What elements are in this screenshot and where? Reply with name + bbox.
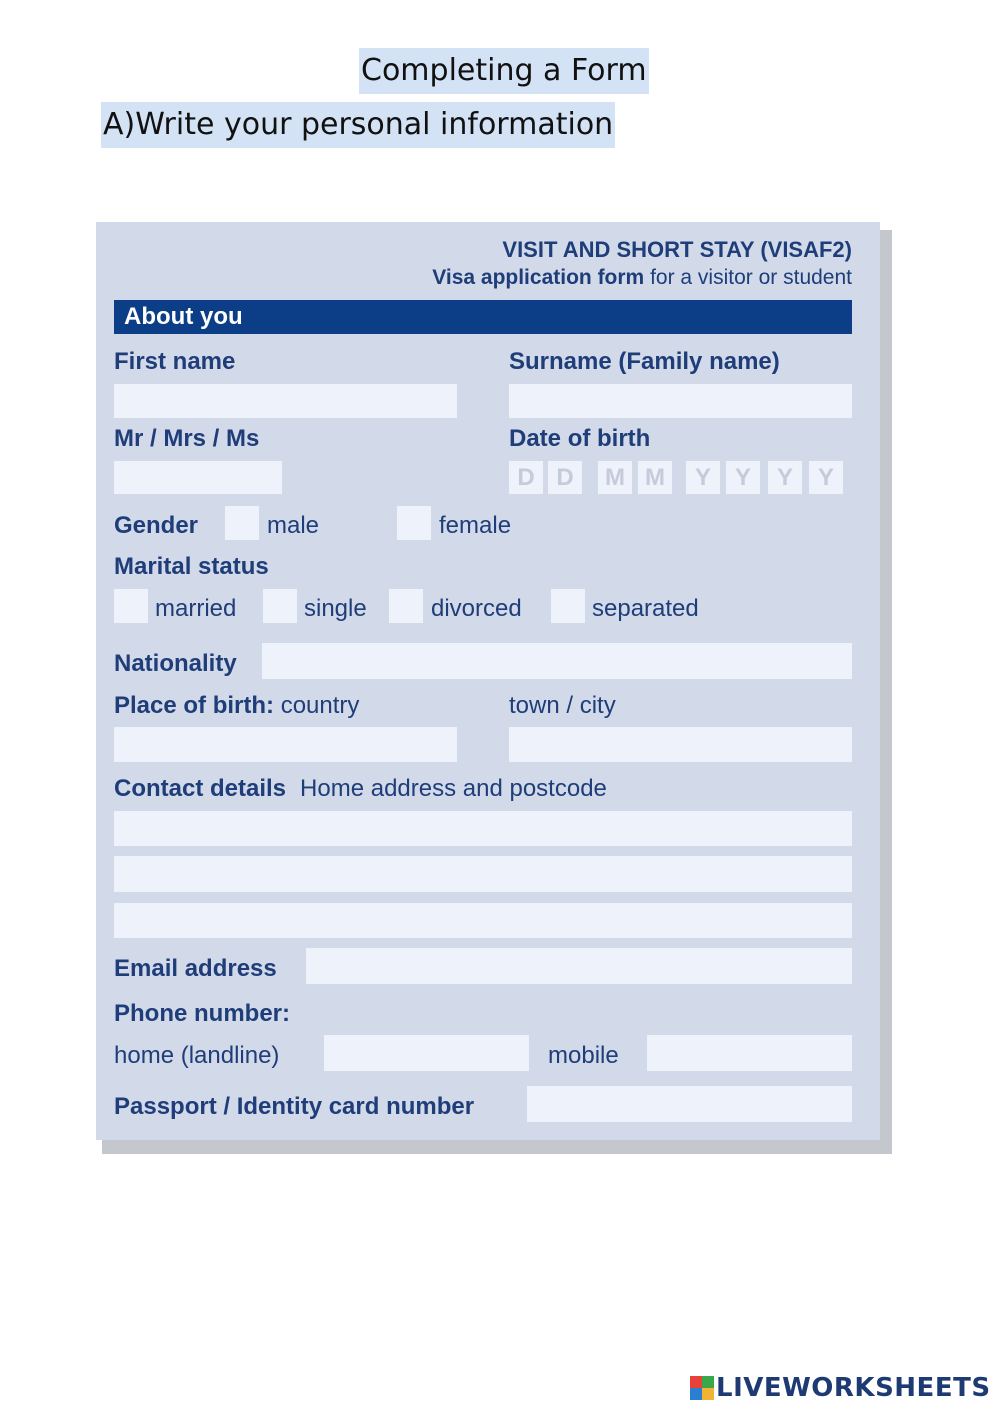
dob-year-3[interactable]: Y [768, 461, 802, 494]
gender-female-label: female [439, 512, 512, 539]
instruction-text: A)Write your personal information [101, 102, 615, 148]
mobile-field[interactable] [647, 1035, 852, 1071]
separated-checkbox[interactable] [551, 589, 585, 623]
divorced-label: divorced [431, 595, 522, 622]
marital-status-label: Marital status [114, 553, 269, 580]
passport-label: Passport / Identity card number [114, 1093, 475, 1120]
dob-day-2[interactable]: D [548, 461, 582, 494]
gender-male-checkbox[interactable] [225, 506, 259, 540]
dob-year-1[interactable]: Y [686, 461, 720, 494]
page-title: Completing a Form [359, 48, 649, 94]
title-field[interactable] [114, 461, 282, 494]
contact-details-label-bold: Contact details [114, 775, 287, 802]
dob-month-2[interactable]: M [638, 461, 672, 494]
visa-form-card [96, 222, 880, 1140]
town-city-label: town / city [509, 692, 616, 719]
section-title: About you [124, 303, 243, 330]
form-header-subtitle-rest: for a visitor or student [644, 266, 852, 289]
nationality-field[interactable] [262, 643, 852, 679]
dob-year-2[interactable]: Y [726, 461, 760, 494]
watermark-text: LIVEWORKSHEETS [716, 1373, 991, 1403]
title-label: Mr / Mrs / Ms [114, 425, 260, 452]
divorced-checkbox[interactable] [389, 589, 423, 623]
nationality-label: Nationality [114, 650, 237, 677]
dob-month-1[interactable]: M [598, 461, 632, 494]
place-of-birth-label-bold: Place of birth: [114, 692, 275, 719]
passport-field[interactable] [527, 1086, 852, 1122]
surname-label: Surname (Family name) [509, 348, 780, 375]
dob-day-1[interactable]: D [509, 461, 543, 494]
email-field[interactable] [306, 948, 852, 984]
first-name-label: First name [114, 348, 236, 375]
birth-town-field[interactable] [509, 727, 852, 762]
married-checkbox[interactable] [114, 589, 148, 623]
single-checkbox[interactable] [263, 589, 297, 623]
contact-details-label [114, 775, 607, 803]
first-name-field[interactable] [114, 384, 457, 418]
dob-year-4[interactable]: Y [809, 461, 843, 494]
mobile-label: mobile [548, 1042, 619, 1069]
home-phone-field[interactable] [324, 1035, 529, 1071]
address-line-2-field[interactable] [114, 856, 852, 892]
married-label: married [155, 595, 237, 622]
birth-country-field[interactable] [114, 727, 457, 762]
email-label: Email address [114, 955, 277, 982]
liveworksheets-logo-icon [690, 1376, 714, 1400]
single-label: single [304, 595, 367, 622]
dob-label: Date of birth [509, 425, 651, 452]
gender-male-label: male [267, 512, 320, 539]
gender-label: Gender [114, 512, 199, 539]
separated-label: separated [592, 595, 699, 622]
place-of-birth-country-label: country [274, 692, 360, 719]
address-line-3-field[interactable] [114, 903, 852, 938]
home-phone-label: home (landline) [114, 1042, 280, 1069]
place-of-birth-label [114, 692, 359, 720]
home-address-label: Home address and postcode [300, 775, 607, 802]
gender-female-checkbox[interactable] [397, 506, 431, 540]
form-header-subtitle [432, 264, 852, 292]
liveworksheets-watermark [690, 1373, 991, 1403]
form-header-subtitle-bold: Visa application form [432, 266, 645, 289]
phone-number-label: Phone number: [114, 1000, 291, 1027]
surname-field[interactable] [509, 384, 852, 418]
address-line-1-field[interactable] [114, 811, 852, 846]
section-header-bar [114, 300, 852, 334]
form-header-title: VISIT AND SHORT STAY (VISAF2) [502, 237, 852, 262]
